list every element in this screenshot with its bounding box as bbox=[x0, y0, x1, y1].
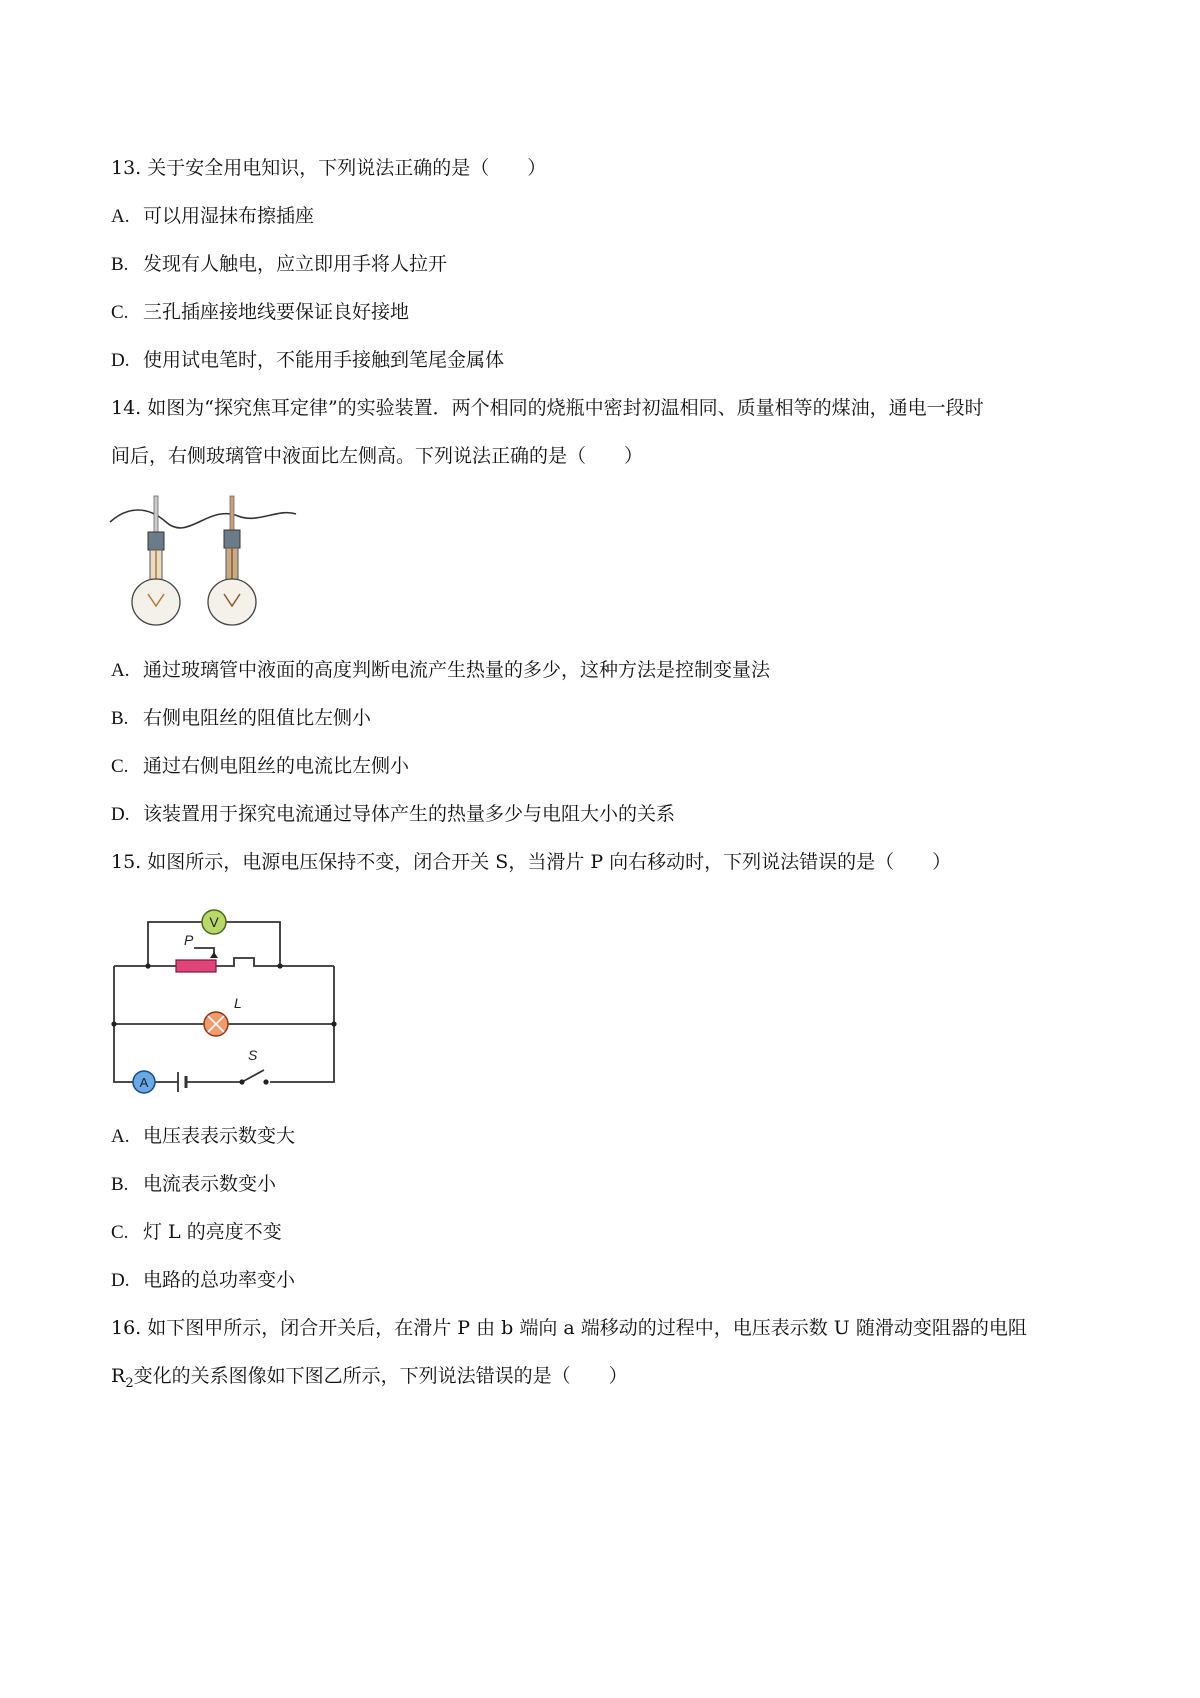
battery-icon bbox=[178, 1072, 186, 1092]
lamp-label: L bbox=[234, 995, 242, 1011]
q13-option-d: D. 使用试电笔时，不能用手接触到笔尾金属体 bbox=[111, 349, 505, 371]
q16-stem-line1: 16. 如下图甲所示，闭合开关后，在滑片 P 由 b 端向 a 端移动的过程中，电压表示数 U 随滑动变阻器的电阻 bbox=[111, 1317, 1027, 1339]
q13-stem: 13. 关于安全用电知识，下列说法正确的是（ ） bbox=[111, 157, 547, 179]
q14-option-c: C. 通过右侧电阻丝的电流比左侧小 bbox=[111, 755, 410, 777]
q13-option-c: C. 三孔插座接地线要保证良好接地 bbox=[111, 301, 410, 323]
rheostat-icon bbox=[176, 960, 216, 972]
q16-stem-line2: $R_2$变化的关系图像如下图乙所示，下列说法错误的是（ ） bbox=[111, 1365, 628, 1391]
ammeter-icon bbox=[133, 1071, 155, 1093]
q13-option-a: A. 可以用湿抹布擦插座 bbox=[111, 205, 315, 227]
voltmeter-icon bbox=[202, 910, 226, 934]
left-flask-icon bbox=[132, 496, 180, 625]
q14-option-a: A. 通过玻璃管中液面的高度判断电流产生热量的多少，这种方法是控制变量法 bbox=[111, 659, 771, 681]
q14-stem-line1: 14. 如图为“探究焦耳定律”的实验装置．两个相同的烧瓶中密封初温相同、质量相等的煤油，通电一段时 bbox=[111, 397, 984, 419]
voltmeter-label: V bbox=[209, 914, 219, 930]
slider-label: P bbox=[184, 932, 194, 948]
q14-option-b: B. 右侧电阻丝的阻值比左侧小 bbox=[111, 707, 372, 729]
q15-option-c: C. 灯 L 的亮度不变 bbox=[111, 1221, 282, 1243]
circuit-diagram-figure bbox=[108, 890, 340, 1106]
q15-option-b: B. 电流表示数变小 bbox=[111, 1173, 277, 1195]
q15-option-a: A. 电压表表示数变大 bbox=[111, 1125, 296, 1147]
lamp-icon bbox=[204, 1012, 228, 1036]
q13-option-b: B. 发现有人触电，应立即用手将人拉开 bbox=[111, 253, 448, 275]
q15-option-d: D. 电路的总功率变小 bbox=[111, 1269, 296, 1291]
ammeter-label: A bbox=[139, 1075, 149, 1090]
q15-stem: 15. 如图所示，电源电压保持不变，闭合开关 S，当滑片 P 向右移动时，下列说法错误的是（ ） bbox=[111, 851, 952, 873]
switch-label: S bbox=[248, 1047, 258, 1063]
q14-stem-line2: 间后，右侧玻璃管中液面比左侧高。下列说法正确的是（ ） bbox=[111, 445, 644, 467]
joule-law-apparatus-figure bbox=[108, 494, 298, 630]
q14-option-d: D. 该装置用于探究电流通过导体产生的热量多少与电阻大小的关系 bbox=[111, 803, 676, 825]
